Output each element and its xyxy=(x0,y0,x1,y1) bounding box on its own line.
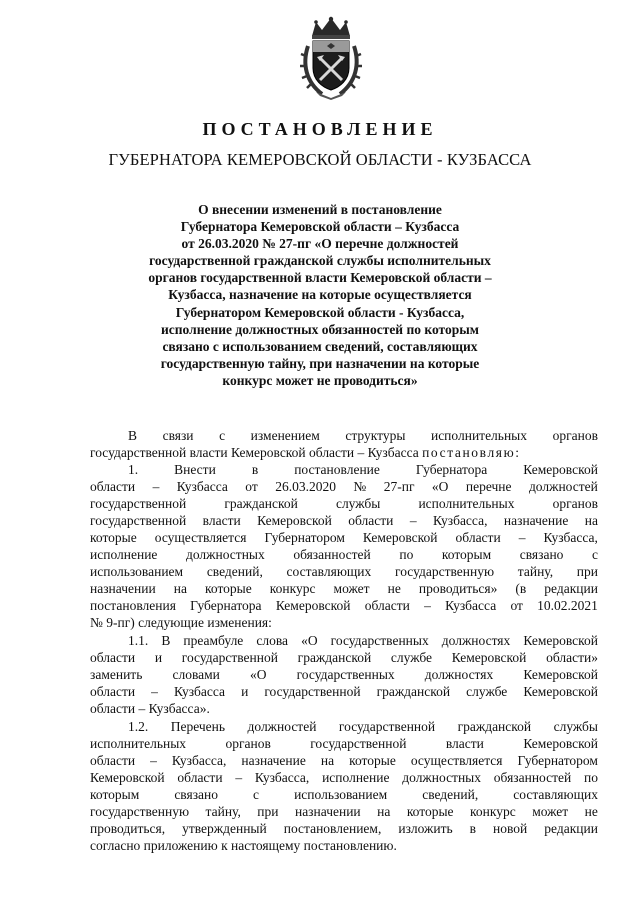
body-line: № 9-пг) следующие изменения: xyxy=(90,615,272,630)
word: 26.03.2020 xyxy=(275,479,336,494)
word: Кузбасса, xyxy=(433,513,488,528)
word: на xyxy=(320,753,335,768)
word: связано xyxy=(519,547,564,562)
body-line xyxy=(90,512,598,529)
word: органов xyxy=(225,736,271,751)
body-line xyxy=(90,444,598,461)
word: тайну, xyxy=(517,564,554,579)
document-heading: ПОСТАНОВЛЕНИЕ xyxy=(202,119,438,139)
word: Кузбасса xyxy=(445,598,497,613)
word: Кемеровской xyxy=(523,736,598,751)
word: – xyxy=(518,530,526,545)
body-line xyxy=(90,683,598,700)
word: использованием xyxy=(90,564,184,579)
word: должностей xyxy=(247,719,317,734)
word: Губернатором xyxy=(264,530,345,545)
title-line: от 26.03.2020 № 27-пг «О перечне должностей xyxy=(181,236,459,251)
title-line: исполнение должностных обязанностей по которым xyxy=(161,322,479,337)
title-line: связано с использованием сведений, составляющих xyxy=(162,339,478,354)
word: которые xyxy=(349,753,396,768)
title-line: О внесении изменений в постановление xyxy=(198,202,442,217)
word: «О xyxy=(301,633,318,648)
word: области xyxy=(90,650,136,665)
body-line xyxy=(90,546,598,563)
word: постановления xyxy=(90,598,176,613)
word: службы xyxy=(335,496,381,511)
body-line xyxy=(90,820,598,837)
word: перечне xyxy=(465,479,512,494)
word: гражданской xyxy=(297,650,372,665)
word: власти xyxy=(445,736,484,751)
word: может xyxy=(333,581,370,596)
word: области xyxy=(90,479,136,494)
body-line xyxy=(128,632,598,649)
word: на xyxy=(584,513,598,528)
word: Кемеровской xyxy=(275,598,351,613)
word: службы xyxy=(553,719,598,734)
word: конкурс xyxy=(470,804,516,819)
word: области xyxy=(364,598,410,613)
word: Внести xyxy=(174,462,216,477)
word: от xyxy=(510,598,523,613)
body-line xyxy=(90,649,598,666)
body-line xyxy=(90,769,598,786)
body-text: государственной власти Кемеровской области – Кузбасса xyxy=(90,445,423,460)
word: постановление xyxy=(294,462,380,477)
body-line xyxy=(90,735,598,752)
word: Кемеровской xyxy=(523,684,598,699)
resolution-word: постановляю: xyxy=(422,445,521,460)
word: области xyxy=(90,753,136,768)
body-line xyxy=(90,597,598,614)
word: Кемеровской xyxy=(257,513,332,528)
word: – xyxy=(150,753,157,768)
word: Кузбасса, xyxy=(254,770,310,785)
word: государственной xyxy=(338,719,436,734)
body-line xyxy=(90,786,598,803)
body-line xyxy=(128,461,598,478)
word: и xyxy=(154,650,163,665)
word: службе xyxy=(466,684,508,699)
body-line xyxy=(128,427,598,444)
word: составляющих xyxy=(286,564,372,579)
word: исполнительных xyxy=(90,736,187,751)
word: заменить xyxy=(90,667,143,682)
word: государственных xyxy=(330,633,429,648)
word: исполнительных xyxy=(418,496,515,511)
word: которым xyxy=(441,547,492,562)
word: «О xyxy=(250,667,267,682)
title-line: государственную тайну, при назначении на которые xyxy=(160,356,480,371)
word: – xyxy=(152,479,160,494)
word: от xyxy=(245,479,258,494)
word: № xyxy=(353,479,367,494)
word: структуры xyxy=(345,428,406,443)
word: 10.02.2021 xyxy=(537,598,598,613)
word: государственной xyxy=(90,513,187,528)
word: – xyxy=(409,513,417,528)
word: органов xyxy=(552,428,598,443)
body-line xyxy=(90,803,598,820)
word: гражданской xyxy=(376,684,451,699)
word: гражданской xyxy=(224,496,298,511)
word: области xyxy=(90,684,136,699)
word: осуществляется xyxy=(154,530,247,545)
word: обязанностей xyxy=(493,770,572,785)
body-line xyxy=(90,563,598,580)
word: обязанностей xyxy=(293,547,371,562)
word: Губернатора xyxy=(415,462,488,477)
title-line: конкурс может не проводиться» xyxy=(222,373,418,388)
word: исполнение xyxy=(322,770,390,785)
coat-of-arms-icon xyxy=(298,16,364,100)
body-line xyxy=(128,718,598,735)
word: не xyxy=(584,804,598,819)
word: исполнительных xyxy=(430,428,527,443)
word: исполнение xyxy=(90,547,158,562)
document-subheading: ГУБЕРНАТОРА КЕМЕРОВСКОЙ ОБЛАСТИ - КУЗБАССА xyxy=(108,150,532,169)
word: изменением xyxy=(250,428,320,443)
word: Кемеровской xyxy=(523,633,598,648)
title-line: Кузбасса, назначение на которые осуществляется xyxy=(168,287,472,302)
word: 1. xyxy=(128,462,139,477)
word: государственной xyxy=(264,684,361,699)
word: В xyxy=(128,428,138,443)
word: по xyxy=(584,770,598,785)
word: которые xyxy=(406,804,454,819)
word: Кузбасса xyxy=(173,684,226,699)
body-line xyxy=(90,495,598,512)
word: составляющих xyxy=(513,787,598,802)
word: Кузбасса xyxy=(176,479,228,494)
word: осуществляется xyxy=(410,753,503,768)
word: государственную xyxy=(395,564,495,579)
word: словами xyxy=(172,667,220,682)
word: с xyxy=(253,787,260,802)
body-line xyxy=(90,580,598,597)
word: постановлением, xyxy=(283,821,382,836)
word: органов xyxy=(552,496,598,511)
word: области» xyxy=(546,650,598,665)
word: гражданской xyxy=(457,719,532,734)
word: Кузбасса, xyxy=(543,530,598,545)
word: – xyxy=(424,598,431,613)
word: на xyxy=(377,804,391,819)
body-line xyxy=(90,529,598,546)
word: которые xyxy=(90,530,137,545)
body-line xyxy=(90,666,598,683)
word: 27-пг xyxy=(383,479,415,494)
word: связано xyxy=(174,787,219,802)
word: Кемеровской xyxy=(451,650,527,665)
word: Кемеровской xyxy=(523,667,598,682)
word: Губернатора xyxy=(190,598,262,613)
word: утвержденный xyxy=(182,821,267,836)
word: назначении xyxy=(90,581,156,596)
word: сведений, xyxy=(206,564,263,579)
word: государственной xyxy=(310,736,407,751)
word: «О xyxy=(431,479,449,494)
word: тайну, xyxy=(205,804,241,819)
word: – xyxy=(235,770,243,785)
word: связи xyxy=(162,428,194,443)
word: области xyxy=(455,530,501,545)
body-line: согласно приложению к настоящему постановлению. xyxy=(90,838,397,853)
word: области xyxy=(177,770,223,785)
body-line: области – Кузбасса». xyxy=(90,701,210,716)
word: использованием xyxy=(294,787,388,802)
word: и xyxy=(241,684,249,699)
word: Кемеровской xyxy=(90,770,165,785)
word: назначение xyxy=(503,513,569,528)
word: должностей xyxy=(528,479,598,494)
body-line xyxy=(90,478,598,495)
word: конкурс xyxy=(269,581,316,596)
word: должностях xyxy=(441,633,511,648)
word: (в xyxy=(515,581,527,596)
body-line xyxy=(90,752,598,769)
word: при xyxy=(257,804,279,819)
word: преамбуле xyxy=(183,633,244,648)
word: государственной xyxy=(90,496,187,511)
word: с xyxy=(592,547,598,562)
word: – xyxy=(151,684,158,699)
word: 1.2. xyxy=(128,719,149,734)
word: назначение xyxy=(241,753,306,768)
word: Губернатором xyxy=(517,753,598,768)
word: службе xyxy=(390,650,433,665)
word: должностных xyxy=(402,770,482,785)
word: должностных xyxy=(185,547,265,562)
word: по xyxy=(399,547,414,562)
word: в xyxy=(469,821,477,836)
word: государственную xyxy=(90,804,190,819)
word: проводиться, xyxy=(90,821,166,836)
word: которым xyxy=(90,787,140,802)
word: власти xyxy=(202,513,241,528)
word: должностях xyxy=(424,667,494,682)
word: которые xyxy=(205,581,252,596)
word: новой xyxy=(493,821,528,836)
word: изложить xyxy=(398,821,453,836)
word: государственных xyxy=(296,667,395,682)
title-line: Губернатором Кемеровской области - Кузбасса, xyxy=(175,305,465,320)
word: Перечень xyxy=(170,719,226,734)
word: Кемеровской xyxy=(362,530,438,545)
word: не xyxy=(387,581,401,596)
word: при xyxy=(576,564,598,579)
word: с xyxy=(219,428,226,443)
word: в xyxy=(251,462,259,477)
word: В xyxy=(161,633,171,648)
word: редакции xyxy=(544,821,598,836)
word: слова xyxy=(256,633,289,648)
word: проводиться» xyxy=(418,581,498,596)
word: может xyxy=(532,804,569,819)
title-line: Губернатора Кемеровской области – Кузбасса xyxy=(180,219,460,234)
title-line: органов государственной власти Кемеровской области – xyxy=(148,270,492,285)
word: 1.1. xyxy=(128,633,149,648)
word: Кузбасса, xyxy=(171,753,227,768)
title-line: государственной гражданской службы исполнительных xyxy=(149,253,491,268)
word: на xyxy=(173,581,187,596)
word: редакции xyxy=(544,581,598,596)
word: назначении xyxy=(294,804,361,819)
word: области xyxy=(348,513,394,528)
word: сведений, xyxy=(422,787,479,802)
word: государственной xyxy=(181,650,278,665)
word: Кемеровской xyxy=(523,462,598,477)
